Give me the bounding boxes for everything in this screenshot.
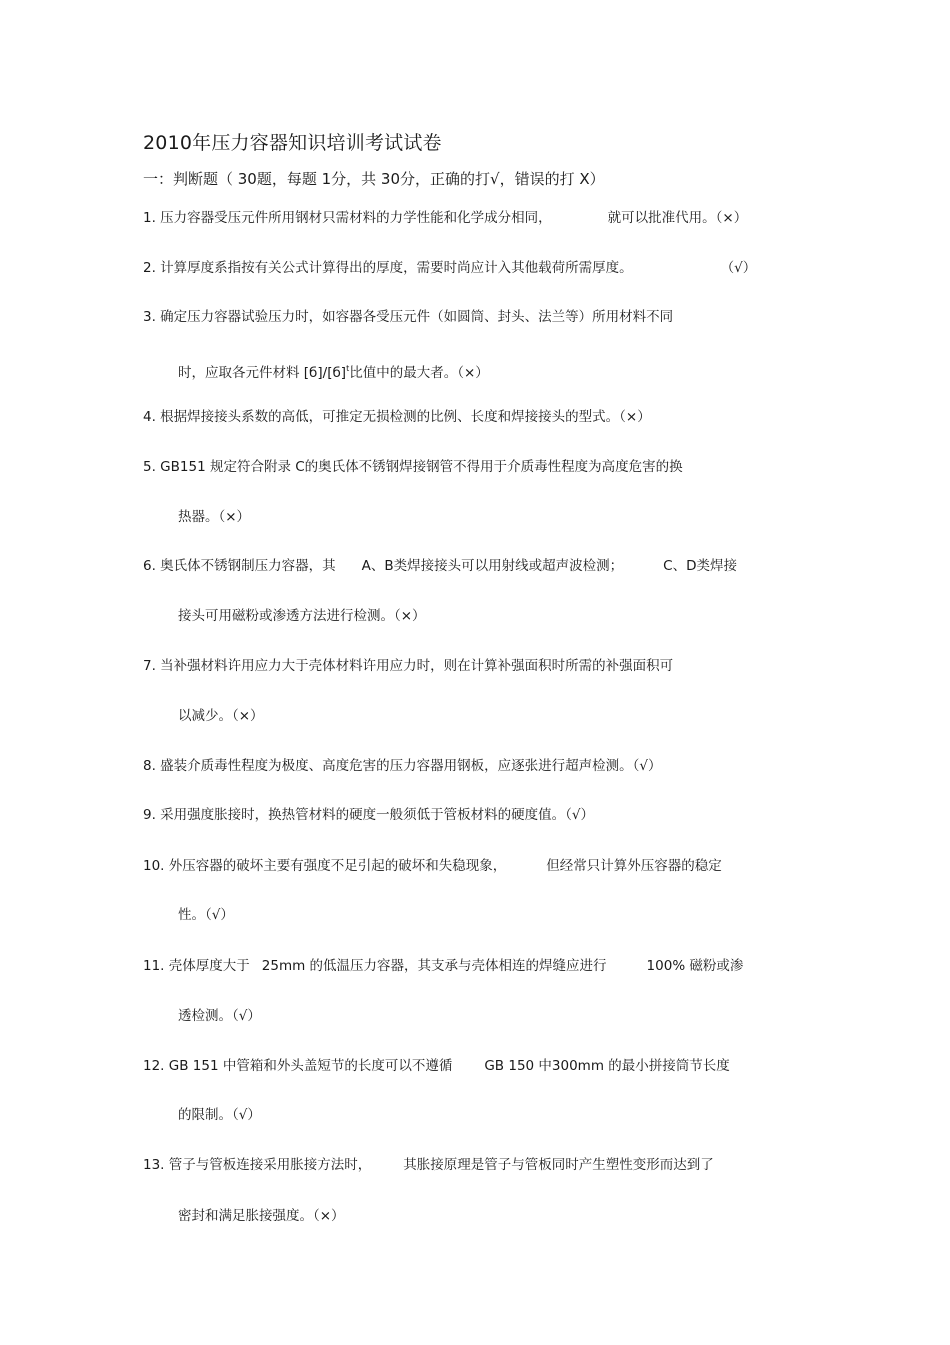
question-text: 12. GB 151 中管箱和外头盖短节的长度可以不遵循 <box>143 1058 453 1074</box>
question-text: 透检测。（√） <box>178 1008 261 1024</box>
question-5-line-2 <box>178 507 250 527</box>
question-10-line-2 <box>178 905 234 925</box>
question-1-line-1 <box>143 208 747 228</box>
question-answer: （√） <box>720 260 757 276</box>
question-8-line-1 <box>143 756 662 776</box>
question-3-line-1 <box>143 307 673 327</box>
question-text: 8. 盛装介质毒性程度为极度、高度危害的压力容器用钢板，应逐张进行超声检测。（√） <box>143 758 662 774</box>
question-text: 性。（√） <box>178 907 234 923</box>
question-text: 4. 根据焊接接头系数的高低，可推定无损检测的比例、长度和焊接接头的型式。（×） <box>143 409 651 425</box>
question-text: 比值中的最大者。（×） <box>349 365 489 381</box>
question-text: 时，应取各元件材料 [б]/[б] <box>178 365 347 381</box>
question-text: C、D类焊接 <box>663 558 737 574</box>
question-text: 11. 壳体厚度大于 <box>143 958 250 974</box>
question-text: 13. 管子与管板连接采用胀接方法时， <box>143 1157 372 1173</box>
question-11-line-1 <box>143 956 743 976</box>
question-text: 9. 采用强度胀接时，换热管材料的硬度一般须低于管板材料的硬度值。（√） <box>143 807 595 823</box>
question-6-line-2 <box>178 606 426 626</box>
question-6-line-1 <box>143 556 737 576</box>
question-13-line-2 <box>178 1206 345 1226</box>
question-7-line-2 <box>178 706 264 726</box>
question-12-line-1 <box>143 1056 730 1076</box>
question-10-line-1 <box>143 856 722 876</box>
question-text: GB 150 中300mm 的最小拼接筒节长度 <box>484 1058 730 1074</box>
question-text: A、B类焊接接头可以用射线或超声波检测； <box>361 558 624 574</box>
question-text: 密封和满足胀接强度。（×） <box>178 1208 345 1224</box>
section-heading: 一：判断题（ 30题，每题 1分，共 30分，正确的打√，错误的打 X） <box>143 170 605 188</box>
question-text: 的限制。（√） <box>178 1107 261 1123</box>
question-text: 但经常只计算外压容器的稳定 <box>546 858 722 874</box>
question-12-line-2 <box>178 1105 261 1125</box>
question-11-line-2 <box>178 1006 261 1026</box>
superscript: t <box>346 364 350 373</box>
question-7-line-1 <box>143 656 673 676</box>
question-text: 2. 计算厚度系指按有关公式计算得出的厚度，需要时尚应计入其他载荷所需厚度。 <box>143 260 633 276</box>
question-13-line-1 <box>143 1155 714 1175</box>
question-2-line-1 <box>143 258 756 278</box>
question-text: 7. 当补强材料许用应力大于壳体材料许用应力时，则在计算补强面积时所需的补强面积可 <box>143 658 674 674</box>
question-text: 100% 磁粉或渗 <box>646 958 744 974</box>
question-text: 其胀接原理是管子与管板同时产生塑性变形而达到了 <box>403 1157 714 1173</box>
page-title: 2010年压力容器知识培训考试试卷 <box>143 132 442 154</box>
question-5-line-1 <box>143 457 683 477</box>
question-text: 10. 外压容器的破坏主要有强度不足引起的破坏和失稳现象， <box>143 858 507 874</box>
question-text: 3. 确定压力容器试验压力时，如容器各受压元件（如圆筒、封头、法兰等）所用材料不同 <box>143 309 674 325</box>
question-text: 5. GB151 规定符合附录 C的奥氏体不锈钢焊接钢管不得用于介质毒性程度为高度危害的换 <box>143 459 683 475</box>
question-3-line-2 <box>178 359 489 383</box>
question-text: 就可以批准代用。（×） <box>607 210 748 226</box>
question-9-line-1 <box>143 805 594 825</box>
question-text: 6. 奥氏体不锈钢制压力容器，其 <box>143 558 336 574</box>
question-text: 接头可用磁粉或渗透方法进行检测。（×） <box>178 608 426 624</box>
question-text: 以减少。（×） <box>178 708 264 724</box>
question-4-line-1 <box>143 407 651 427</box>
question-text: 热器。（×） <box>178 509 251 525</box>
question-text: 1. 压力容器受压元件所用钢材只需材料的力学性能和化学成分相同， <box>143 210 552 226</box>
question-text: 25mm 的低温压力容器，其支承与壳体相连的焊缝应进行 <box>261 958 607 974</box>
